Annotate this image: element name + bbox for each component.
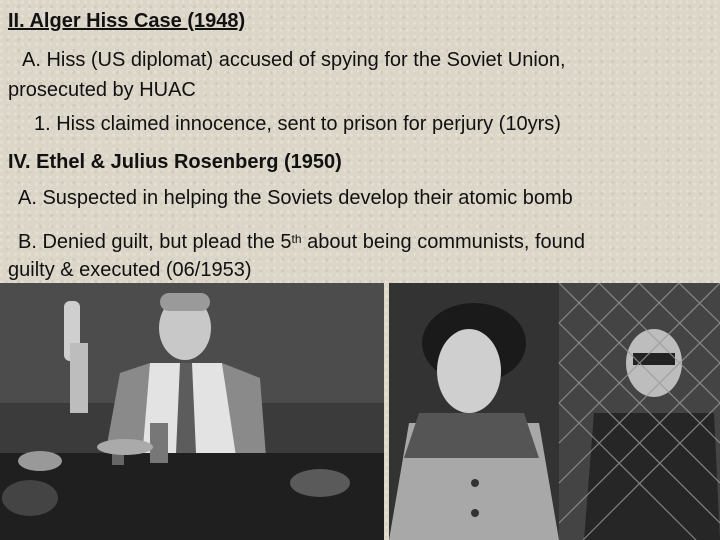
heading-rosenberg: IV. Ethel & Julius Rosenberg (1950) xyxy=(8,151,342,173)
rosenberg-point-a: A. Suspected in helping the Soviets develop their atomic bomb xyxy=(18,187,573,209)
hiss-point-a-line1: A. Hiss (US diplomat) accused of spying for the Soviet Union, xyxy=(22,49,566,71)
hiss-testifying-photo xyxy=(0,283,384,540)
hiss-point-a-line2: prosecuted by HUAC xyxy=(8,79,196,101)
rosenberg-point-b-line2: guilty & executed (06/1953) xyxy=(8,259,252,281)
heading-hiss-case: II. Alger Hiss Case (1948) xyxy=(8,10,246,32)
rosenberg-point-b-line1: B. Denied guilt, but plead the 5th about being communists, found xyxy=(18,231,586,253)
rosenbergs-photo xyxy=(389,283,720,540)
hiss-subpoint-1: 1. Hiss claimed innocence, sent to prison for perjury (10yrs) xyxy=(34,113,561,135)
